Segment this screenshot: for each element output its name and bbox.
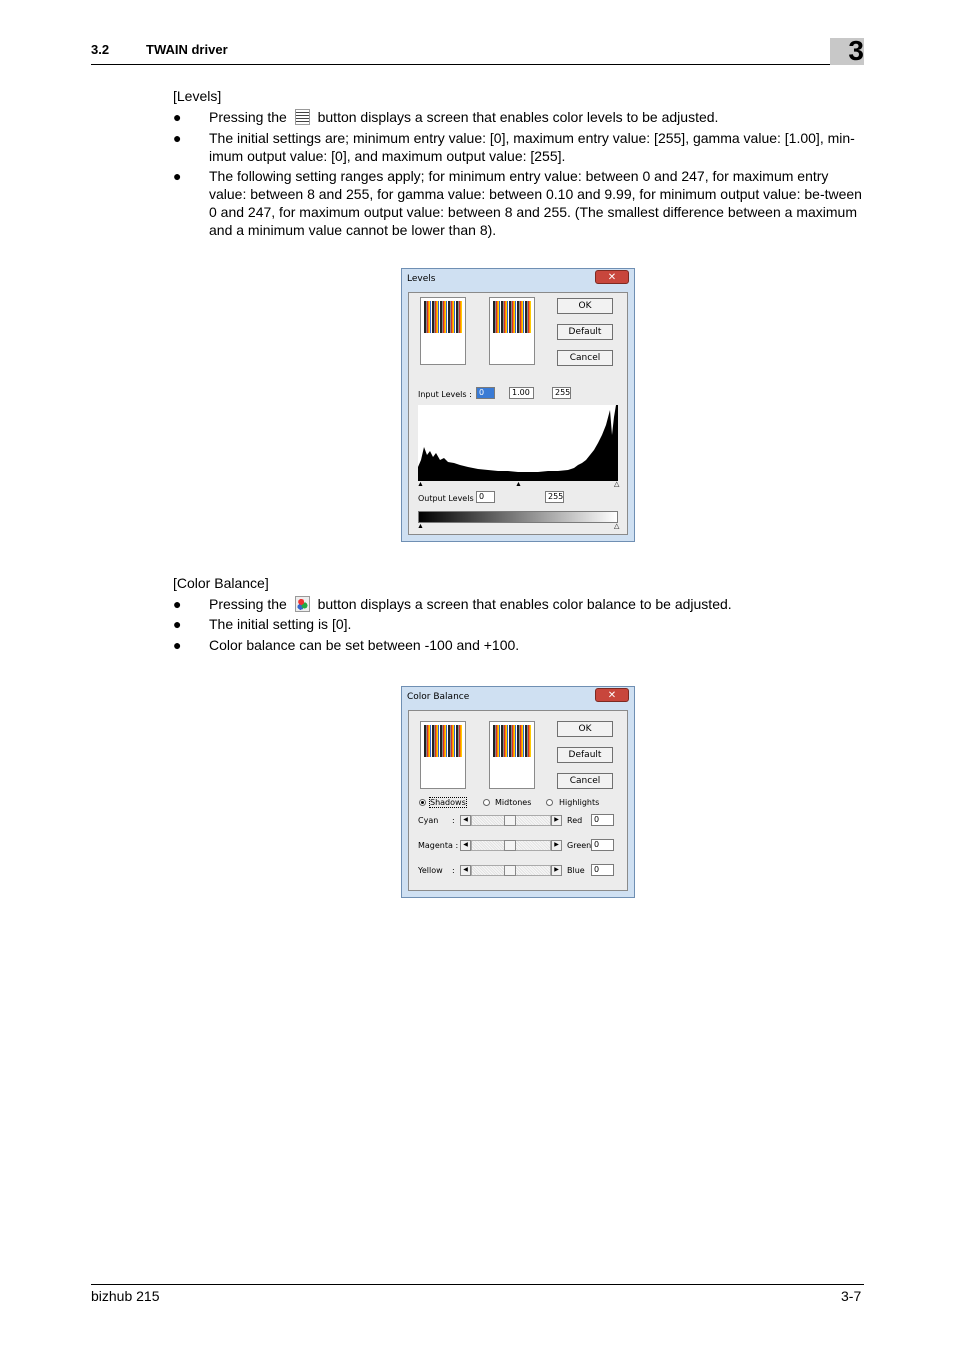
scroll-right-arrow[interactable]: ▶ <box>551 815 562 826</box>
yellow-label: Yellow <box>418 866 443 875</box>
color-balance-item-3: Color balance can be set between -100 and +100. <box>209 637 520 653</box>
footer-product: bizhub 215 <box>91 1288 160 1304</box>
color-balance-item-1-before: Pressing the <box>209 596 287 612</box>
scroll-right-arrow[interactable]: ▶ <box>551 865 562 876</box>
preview-image <box>424 725 462 757</box>
cancel-button[interactable]: Cancel <box>557 773 613 789</box>
red-label: Red <box>567 816 583 825</box>
histogram-graph <box>418 405 618 481</box>
colon-label: : <box>452 866 455 875</box>
slider-thumb[interactable] <box>504 840 516 851</box>
scroll-left-arrow[interactable]: ◀ <box>460 815 471 826</box>
shadows-radio[interactable] <box>419 799 426 806</box>
input-min-slider[interactable]: ▲ <box>417 481 424 488</box>
ok-button[interactable]: OK <box>557 298 613 314</box>
output-max-slider[interactable]: △ <box>614 523 620 530</box>
levels-item-3: The following setting ranges apply; for minimum entry value: between 0 and 247, for maximum entry value: between 8 and 255, for gamma value: between 0.10 and 9.99, for minimum output value: be-tween 0 and 247, for maximum output value: between 8 and 255. (The smallest difference between a maximum and a minimum value cannot be lower than 8). <box>209 168 862 238</box>
original-preview <box>420 721 466 789</box>
bullet: ● <box>173 168 182 184</box>
levels-heading: [Levels] <box>173 88 222 104</box>
preview-image <box>424 301 462 333</box>
blue-label: Blue <box>567 866 585 875</box>
original-preview <box>420 297 466 365</box>
output-gradient <box>418 511 618 523</box>
slider-thumb[interactable] <box>504 865 516 876</box>
header-rule <box>91 64 864 65</box>
levels-item-2: The initial settings are; minimum entry value: [0], maximum entry value: [255], gamma value: [1.00], min-imum output value: [0], and maximum output value: [255]. <box>209 130 855 164</box>
bullet: ● <box>173 109 182 125</box>
output-min-slider[interactable]: ▲ <box>417 523 424 530</box>
magenta-label: Magenta : <box>418 841 459 850</box>
color-balance-item-1-after: button displays a screen that enables color balance to be adjusted. <box>317 596 732 612</box>
close-button[interactable]: ✕ <box>595 270 629 284</box>
cancel-button[interactable]: Cancel <box>557 350 613 366</box>
cyan-label: Cyan <box>418 816 439 825</box>
bullet: ● <box>173 616 182 632</box>
scroll-right-arrow[interactable]: ▶ <box>551 840 562 851</box>
red-value-field[interactable]: 0 <box>591 814 614 826</box>
color-balance-button-icon <box>295 596 310 612</box>
footer-rule <box>91 1284 864 1285</box>
highlights-radio[interactable] <box>546 799 553 806</box>
dialog-title: Color Balance <box>407 692 470 702</box>
default-button[interactable]: Default <box>557 747 613 763</box>
midtones-label: Midtones <box>495 798 532 807</box>
dialog-body <box>408 292 628 535</box>
gamma-slider[interactable]: ▲ <box>515 481 522 488</box>
bullet: ● <box>173 596 182 612</box>
chapter-number: 3 <box>848 35 864 66</box>
shadows-label: Shadows <box>430 798 466 807</box>
adjusted-preview <box>489 297 535 365</box>
histogram <box>418 405 618 481</box>
levels-item-1-before: Pressing the <box>209 109 287 125</box>
output-max-field[interactable]: 255 <box>545 491 564 503</box>
midtones-radio[interactable] <box>483 799 490 806</box>
color-balance-item-2: The initial setting is [0]. <box>209 616 352 632</box>
bullet: ● <box>173 130 182 146</box>
input-levels-label: Input Levels : <box>418 390 472 399</box>
section-number: 3.2 <box>91 42 110 57</box>
dialog-body <box>408 710 628 891</box>
bullet: ● <box>173 637 182 653</box>
input-min-field[interactable]: 0 <box>476 387 495 399</box>
color-balance-item-1 <box>209 595 864 613</box>
blue-value-field[interactable]: 0 <box>591 864 614 876</box>
ok-button[interactable]: OK <box>557 721 613 737</box>
scroll-left-arrow[interactable]: ◀ <box>460 865 471 876</box>
default-button[interactable]: Default <box>557 324 613 340</box>
section-title: TWAIN driver <box>146 42 228 57</box>
levels-dialog <box>401 268 635 542</box>
preview-image <box>493 725 531 757</box>
output-levels-label: Output Levels <box>418 494 474 503</box>
input-gamma-field[interactable]: 1.00 <box>509 387 534 399</box>
colon-label: : <box>452 816 455 825</box>
color-balance-heading: [Color Balance] <box>173 575 269 591</box>
levels-item-1 <box>209 108 864 126</box>
input-max-slider[interactable]: △ <box>614 481 620 488</box>
levels-item-1-after: button displays a screen that enables color levels to be adjusted. <box>317 109 719 125</box>
levels-button-icon <box>295 109 310 125</box>
input-max-field[interactable]: 255 <box>552 387 571 399</box>
green-value-field[interactable]: 0 <box>591 839 614 851</box>
adjusted-preview <box>489 721 535 789</box>
dialog-title: Levels <box>407 274 436 284</box>
preview-image <box>493 301 531 333</box>
color-balance-dialog <box>401 686 635 898</box>
green-label: Green <box>567 841 592 850</box>
highlights-label: Highlights <box>559 798 600 807</box>
slider-thumb[interactable] <box>504 815 516 826</box>
close-button[interactable]: ✕ <box>595 688 629 702</box>
output-min-field[interactable]: 0 <box>476 491 495 503</box>
scroll-left-arrow[interactable]: ◀ <box>460 840 471 851</box>
footer-page-number: 3-7 <box>841 1288 862 1304</box>
